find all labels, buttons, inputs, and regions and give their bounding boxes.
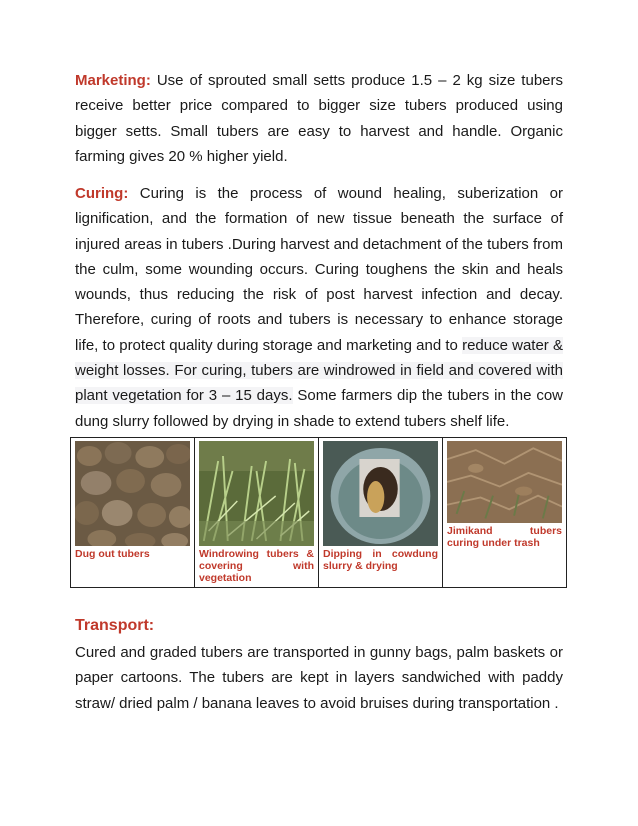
transport-text: Cured and graded tubers are transported in gunny bags, palm baskets or paper cartoons. The tubers are kept in layers sandwiched with paddy straw/ dried palm / banana leaves to avoid bruises during transportation .: [75, 644, 563, 712]
marketing-paragraph: [75, 68, 563, 169]
photo-cell-jimikand: [443, 438, 567, 588]
curing-paragraph: [75, 181, 563, 434]
curing-text-a: Curing is the process of wound healing, suberization or lignification, and the formation of new tissue beneath the surface of injured areas in tubers .During harvest and detachment of the tubers from the culm, some wounding occurs. Curing toughens the skin and heals wounds, thus reducing the risk of post harvest infection and decay. Therefore, curing of roots and tubers is necessary to enhance storage life, to protect quality during storage and marketing and to: [75, 185, 563, 354]
photo-cell-dug-out: [71, 438, 195, 588]
photo-cell-windrowing: [195, 438, 319, 588]
photo-caption: Jimikand tubers curing under trash: [447, 525, 562, 549]
photo-caption: Dug out tubers: [75, 548, 150, 560]
jimikand-photo: [447, 441, 562, 523]
dipping-photo: [323, 441, 438, 546]
curing-label: Curing:: [75, 185, 129, 202]
curing-text-highlight: reduce water & weight losses. For curing, tubers are windrowed in field and covered with plant vegetation for 3 – 15 days.: [75, 336, 563, 405]
photo-table: [70, 437, 567, 588]
transport-paragraph: [75, 640, 563, 716]
photo-caption: Dipping in cowdung slurry & drying: [323, 548, 438, 572]
photo-caption: Windrowing tubers & covering with vegetation: [199, 548, 314, 584]
photo-cell-dipping: [319, 438, 443, 588]
windrowing-photo: [199, 441, 314, 546]
curing-text-b: Some farmers dip the tubers in the cow dung slurry followed by drying in shade to extend tubers shelf life.: [75, 387, 564, 430]
marketing-label: Marketing:: [75, 72, 151, 89]
dug-out-tubers-photo: [75, 441, 190, 546]
marketing-text: Use of sprouted small setts produce 1.5 – 2 kg size tubers receive better price compared to bigger size tubers produced using bigger setts. Small tubers are easy to harvest and handle. Organic farming gives 20 % higher yield.: [75, 72, 563, 165]
transport-heading: Transport:: [75, 617, 155, 634]
